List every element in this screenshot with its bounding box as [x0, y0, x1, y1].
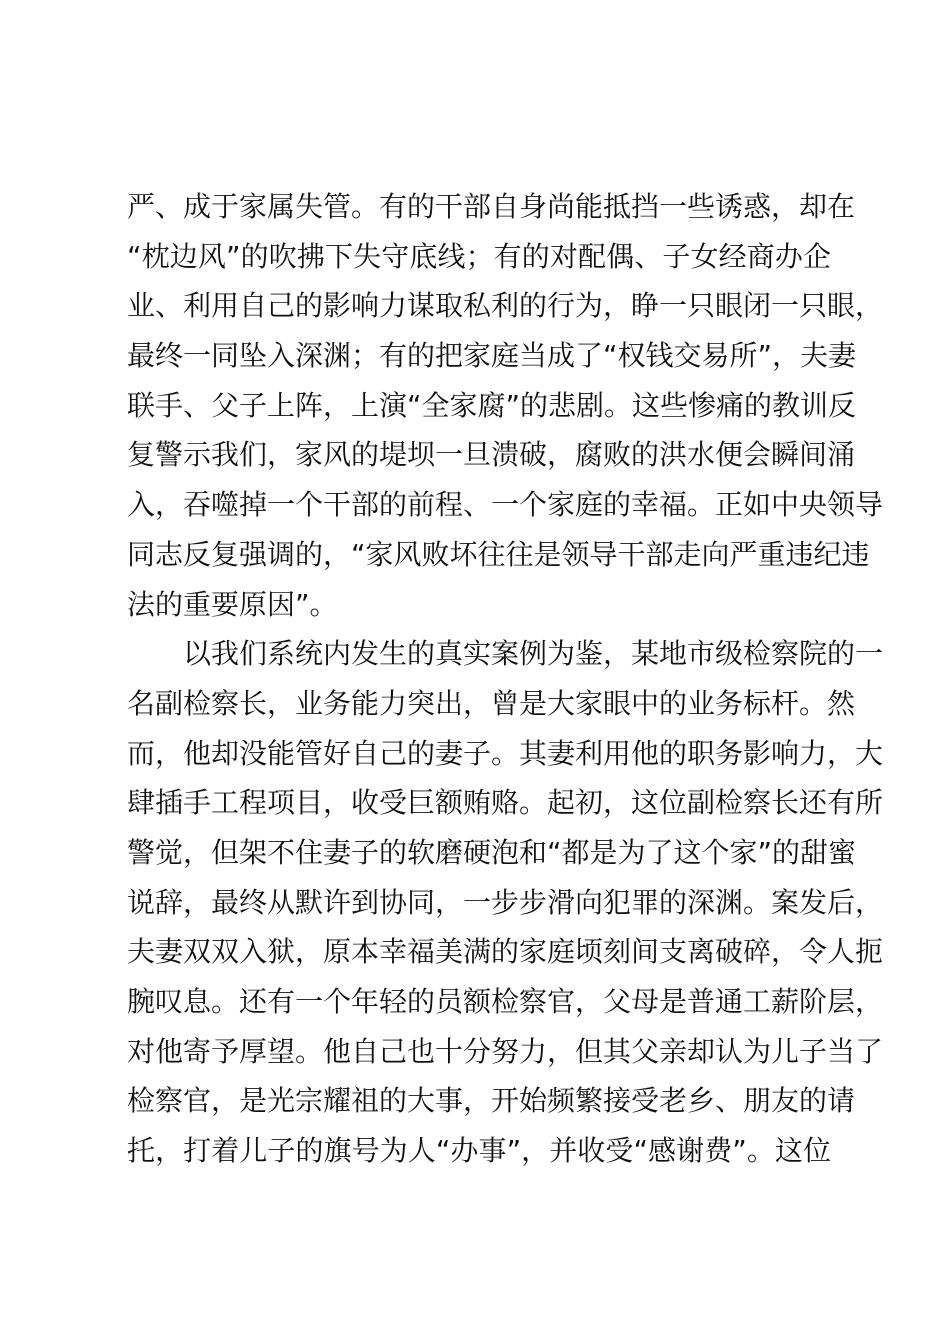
text-line: 对他寄予厚望。他自己也十分努力，但其父亲却认为儿子当了 [127, 1034, 884, 1068]
text-line: 严、成于家属失管。有的干部自身尚能抵挡一些诱惑，却在 [127, 190, 856, 223]
text-line: 而，他却没能管好自己的妻子。其妻利用他的职务影响力，大 [127, 736, 884, 770]
document-page [127, 182, 884, 1176]
text-line: 以我们系统内发生的真实案例为鉴，某地市级检察院的一 [183, 637, 884, 671]
paragraph-2 [127, 629, 884, 1176]
text-line: 法的重要原因”。 [127, 587, 338, 621]
text-line: 检察官，是光宗耀祖的大事，开始频繁接受老乡、朋友的请 [127, 1084, 856, 1118]
text-line: 入，吞噬掉一个干部的前程、一个家庭的幸福。正如中央领导 [127, 488, 884, 522]
text-line: 同志反复强调的，“家风败坏往往是领导干部走向严重违纪违 [127, 537, 870, 571]
text-line: “枕边风”的吹拂下失守底线；有的对配偶、子女经商办企 [127, 239, 831, 273]
text-line: 托，打着儿子的旗号为人“办事”，并收受“感谢费”。这位 [127, 1134, 831, 1168]
text-line: 夫妻双双入狱，原本幸福美满的家庭顷刻间支离破碎，令人扼 [127, 935, 884, 969]
paragraph-1 [127, 182, 884, 629]
text-line: 业、利用自己的影响力谋取私利的行为，睁一只眼闭一只眼， [127, 289, 884, 323]
text-line: 联手、父子上阵，上演“全家腐”的悲剧。这些惨痛的教训反 [127, 388, 857, 422]
text-line: 腕叹息。还有一个年轻的员额检察官，父母是普通工薪阶层， [127, 985, 884, 1018]
text-line: 名副检察长，业务能力突出，曾是大家眼中的业务标杆。然 [127, 686, 856, 720]
text-line: 最终一同坠入深渊；有的把家庭当成了“权钱交易所”，夫妻 [127, 339, 857, 373]
text-line: 说辞，最终从默许到协同，一步步滑向犯罪的深渊。案发后， [127, 885, 884, 919]
text-line: 警觉，但架不住妻子的软磨硬泡和“都是为了这个家”的甜蜜 [127, 835, 857, 869]
text-line: 复警示我们，家风的堤坝一旦溃破，腐败的洪水便会瞬间涌 [127, 438, 856, 472]
text-line: 肆插手工程项目，收受巨额贿赂。起初，这位副检察长还有所 [127, 786, 884, 820]
